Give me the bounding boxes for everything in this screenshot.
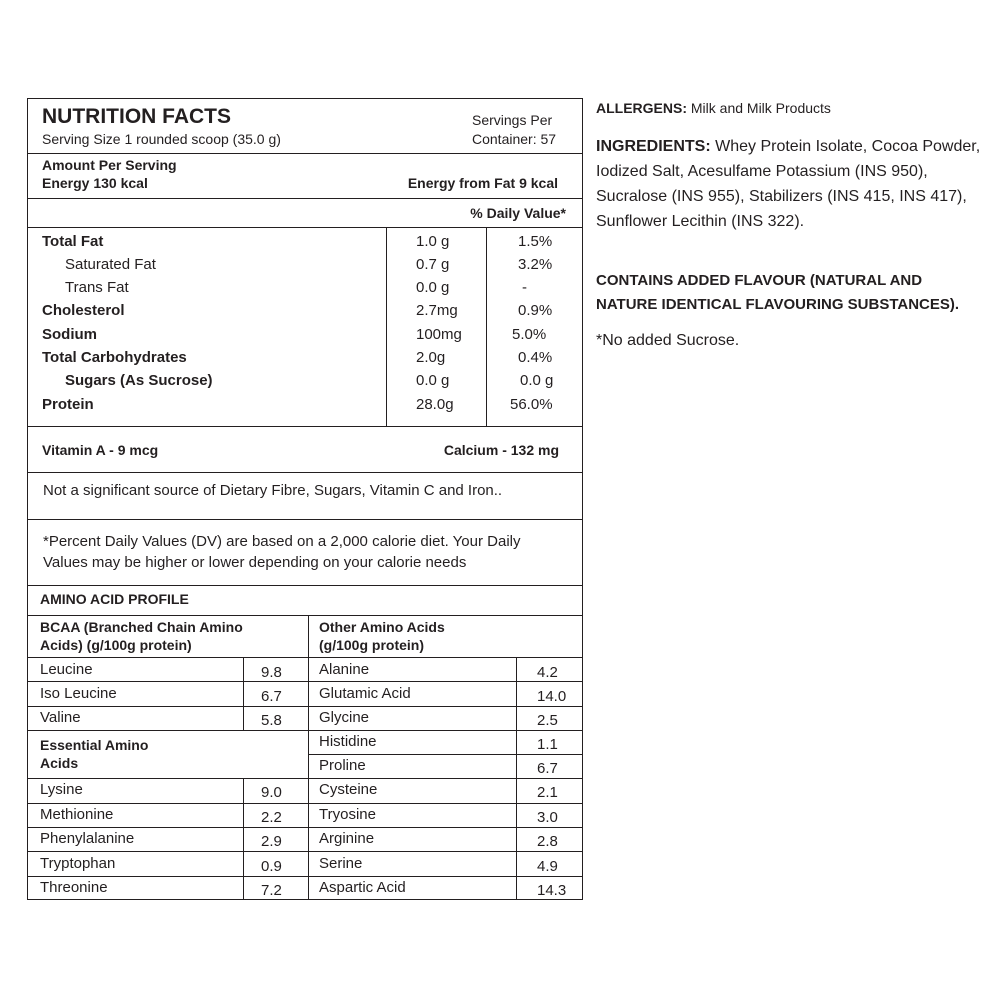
amino-name: Proline (319, 757, 366, 774)
amino-name: Phenylalanine (40, 830, 135, 847)
amino-value: 6.7 (261, 688, 282, 705)
row-line (308, 876, 582, 877)
no-sucrose-note: *No added Sucrose. (596, 332, 740, 349)
footnote-line2: Values may be higher or lower depending on your calorie needs (43, 554, 467, 571)
dv-sugars: 0.0 g (520, 372, 554, 389)
row-line (308, 730, 582, 731)
row-line (308, 681, 582, 682)
allergens-text: Milk and Milk Products (687, 100, 831, 116)
dv-trans-fat: - (522, 279, 527, 296)
serving-size: Serving Size 1 rounded scoop (35.0 g) (42, 131, 281, 147)
bcaa-header-line2: Acids) (g/100g protein) (40, 637, 192, 653)
amount-total-carbohydrates: 2.0g (416, 349, 446, 366)
servings-per-line2: Container: 57 (472, 131, 557, 147)
column-divider (486, 227, 487, 426)
amino-value: 2.9 (261, 833, 282, 850)
amino-value: 5.8 (261, 712, 282, 729)
row-line (28, 851, 308, 852)
amount-total-fat: 1.0 g (416, 233, 450, 250)
vitamin-a: Vitamin A - 9 mcg (42, 442, 159, 458)
nutrient-sodium: Sodium (42, 326, 97, 343)
ingredients-label: INGREDIENTS: (596, 138, 711, 155)
amount-sugars: 0.0 g (416, 372, 450, 389)
allergens-label: ALLERGENS: (596, 100, 687, 116)
nutrient-protein: Protein (42, 396, 94, 413)
row-line (308, 706, 582, 707)
nutrient-sugars: Sugars (As Sucrose) (65, 372, 213, 389)
nutrient-total-fat: Total Fat (42, 233, 104, 250)
amino-name: Glutamic Acid (319, 685, 411, 702)
amino-value: 4.2 (537, 664, 558, 681)
essential-header-line1: Essential Amino (40, 737, 149, 753)
dv-total-carbohydrates: 0.4% (518, 349, 553, 366)
other-header-line1: Other Amino Acids (319, 619, 445, 635)
flavour-line2: NATURE IDENTICAL FLAVOURING SUBSTANCES). (596, 296, 960, 313)
row-line (28, 730, 308, 731)
amino-name: Methionine (40, 806, 114, 823)
row-line (28, 681, 308, 682)
dv-sodium: 5.0% (512, 326, 547, 343)
nutrient-cholesterol: Cholesterol (42, 302, 125, 319)
amino-value: 4.9 (537, 858, 558, 875)
row-line (28, 706, 308, 707)
amino-name: Histidine (319, 733, 377, 750)
amino-value: 0.9 (261, 858, 282, 875)
essential-value-divider (243, 778, 244, 900)
not-significant-note: Not a significant source of Dietary Fibre, Sugars, Vitamin C and Iron.. (43, 482, 503, 499)
nutrition-facts-panel (27, 98, 583, 900)
energy: Energy 130 kcal (42, 175, 148, 191)
amino-value: 9.0 (261, 784, 282, 801)
row-line (28, 657, 308, 658)
energy-from-fat: Energy from Fat 9 kcal (407, 175, 558, 191)
bcaa-value-divider (243, 657, 244, 730)
other-header-line2: (g/100g protein) (319, 637, 425, 653)
amino-name: Lysine (40, 781, 83, 798)
amount-sodium: 100mg (416, 326, 462, 343)
nutrition-title: NUTRITION FACTS (42, 105, 231, 128)
row-line (28, 827, 308, 828)
divider (28, 615, 582, 616)
row-line (308, 827, 582, 828)
amino-name: Cysteine (319, 781, 378, 798)
amino-value: 2.1 (537, 784, 558, 801)
amount-cholesterol: 2.7mg (416, 302, 458, 319)
nutrient-trans-fat: Trans Fat (65, 279, 129, 296)
amino-value: 2.8 (537, 833, 558, 850)
amino-name: Tryptophan (40, 855, 116, 872)
dv-protein: 56.0% (510, 396, 553, 413)
divider (28, 585, 582, 586)
amino-value: 7.2 (261, 882, 282, 899)
amino-name: Aspartic Acid (319, 879, 406, 896)
divider (28, 198, 582, 199)
amino-title: AMINO ACID PROFILE (40, 591, 189, 607)
amino-value: 2.5 (537, 712, 558, 729)
amino-value: 14.3 (537, 882, 567, 899)
footnote-line1: *Percent Daily Values (DV) are based on a 2,000 calorie diet. Your Daily (43, 533, 521, 550)
amount-protein: 28.0g (416, 396, 454, 413)
row-line (308, 657, 582, 658)
column-divider (386, 227, 387, 426)
dv-total-fat: 1.5% (518, 233, 553, 250)
servings-per-line1: Servings Per (472, 112, 553, 128)
amino-value: 1.1 (537, 736, 558, 753)
row-line (308, 754, 582, 755)
amino-name: Iso Leucine (40, 685, 117, 702)
divider (28, 153, 582, 154)
dv-cholesterol: 0.9% (518, 302, 553, 319)
amino-name: Valine (40, 709, 81, 726)
divider (28, 227, 582, 228)
daily-value-header: % Daily Value* (470, 205, 566, 221)
row-line (28, 778, 308, 779)
amount-trans-fat: 0.0 g (416, 279, 450, 296)
allergens (596, 96, 986, 121)
amount-per-serving: Amount Per Serving (42, 157, 177, 173)
bcaa-header-line1: BCAA (Branched Chain Amino (40, 619, 243, 635)
amino-name: Glycine (319, 709, 370, 726)
amino-value: 9.8 (261, 664, 282, 681)
amino-name: Leucine (40, 661, 93, 678)
nutrient-saturated-fat: Saturated Fat (65, 256, 156, 273)
ingredients-text: Whey Protein Isolate, Cocoa Powder, Iodized Salt, Acesulfame Potassium (INS 950), Sucralose (INS 955), Stabilizers (INS 415, INS 417), Sunflower Lecithin (INS 322). (596, 138, 981, 230)
amino-value: 6.7 (537, 760, 558, 777)
calcium: Calcium - 132 mg (443, 442, 559, 458)
row-line (28, 803, 308, 804)
amino-name: Alanine (319, 661, 370, 678)
nutrient-total-carbohydrates: Total Carbohydrates (42, 349, 187, 366)
row-line (308, 778, 582, 779)
amino-name: Threonine (40, 879, 108, 896)
divider (28, 472, 582, 473)
amino-value: 14.0 (537, 688, 567, 705)
flavour-line1: CONTAINS ADDED FLAVOUR (NATURAL AND (596, 272, 923, 289)
amino-name: Serine (319, 855, 363, 872)
row-line (28, 876, 308, 877)
amount-saturated-fat: 0.7 g (416, 256, 450, 273)
dv-saturated-fat: 3.2% (518, 256, 553, 273)
divider (28, 519, 582, 520)
row-line (308, 851, 582, 852)
ingredients (596, 134, 986, 234)
amino-name: Arginine (319, 830, 375, 847)
divider (28, 426, 582, 427)
amino-value: 3.0 (537, 809, 558, 826)
amino-value: 2.2 (261, 809, 282, 826)
essential-header-line2: Acids (40, 755, 79, 771)
amino-name: Tryosine (319, 806, 376, 823)
row-line (308, 803, 582, 804)
